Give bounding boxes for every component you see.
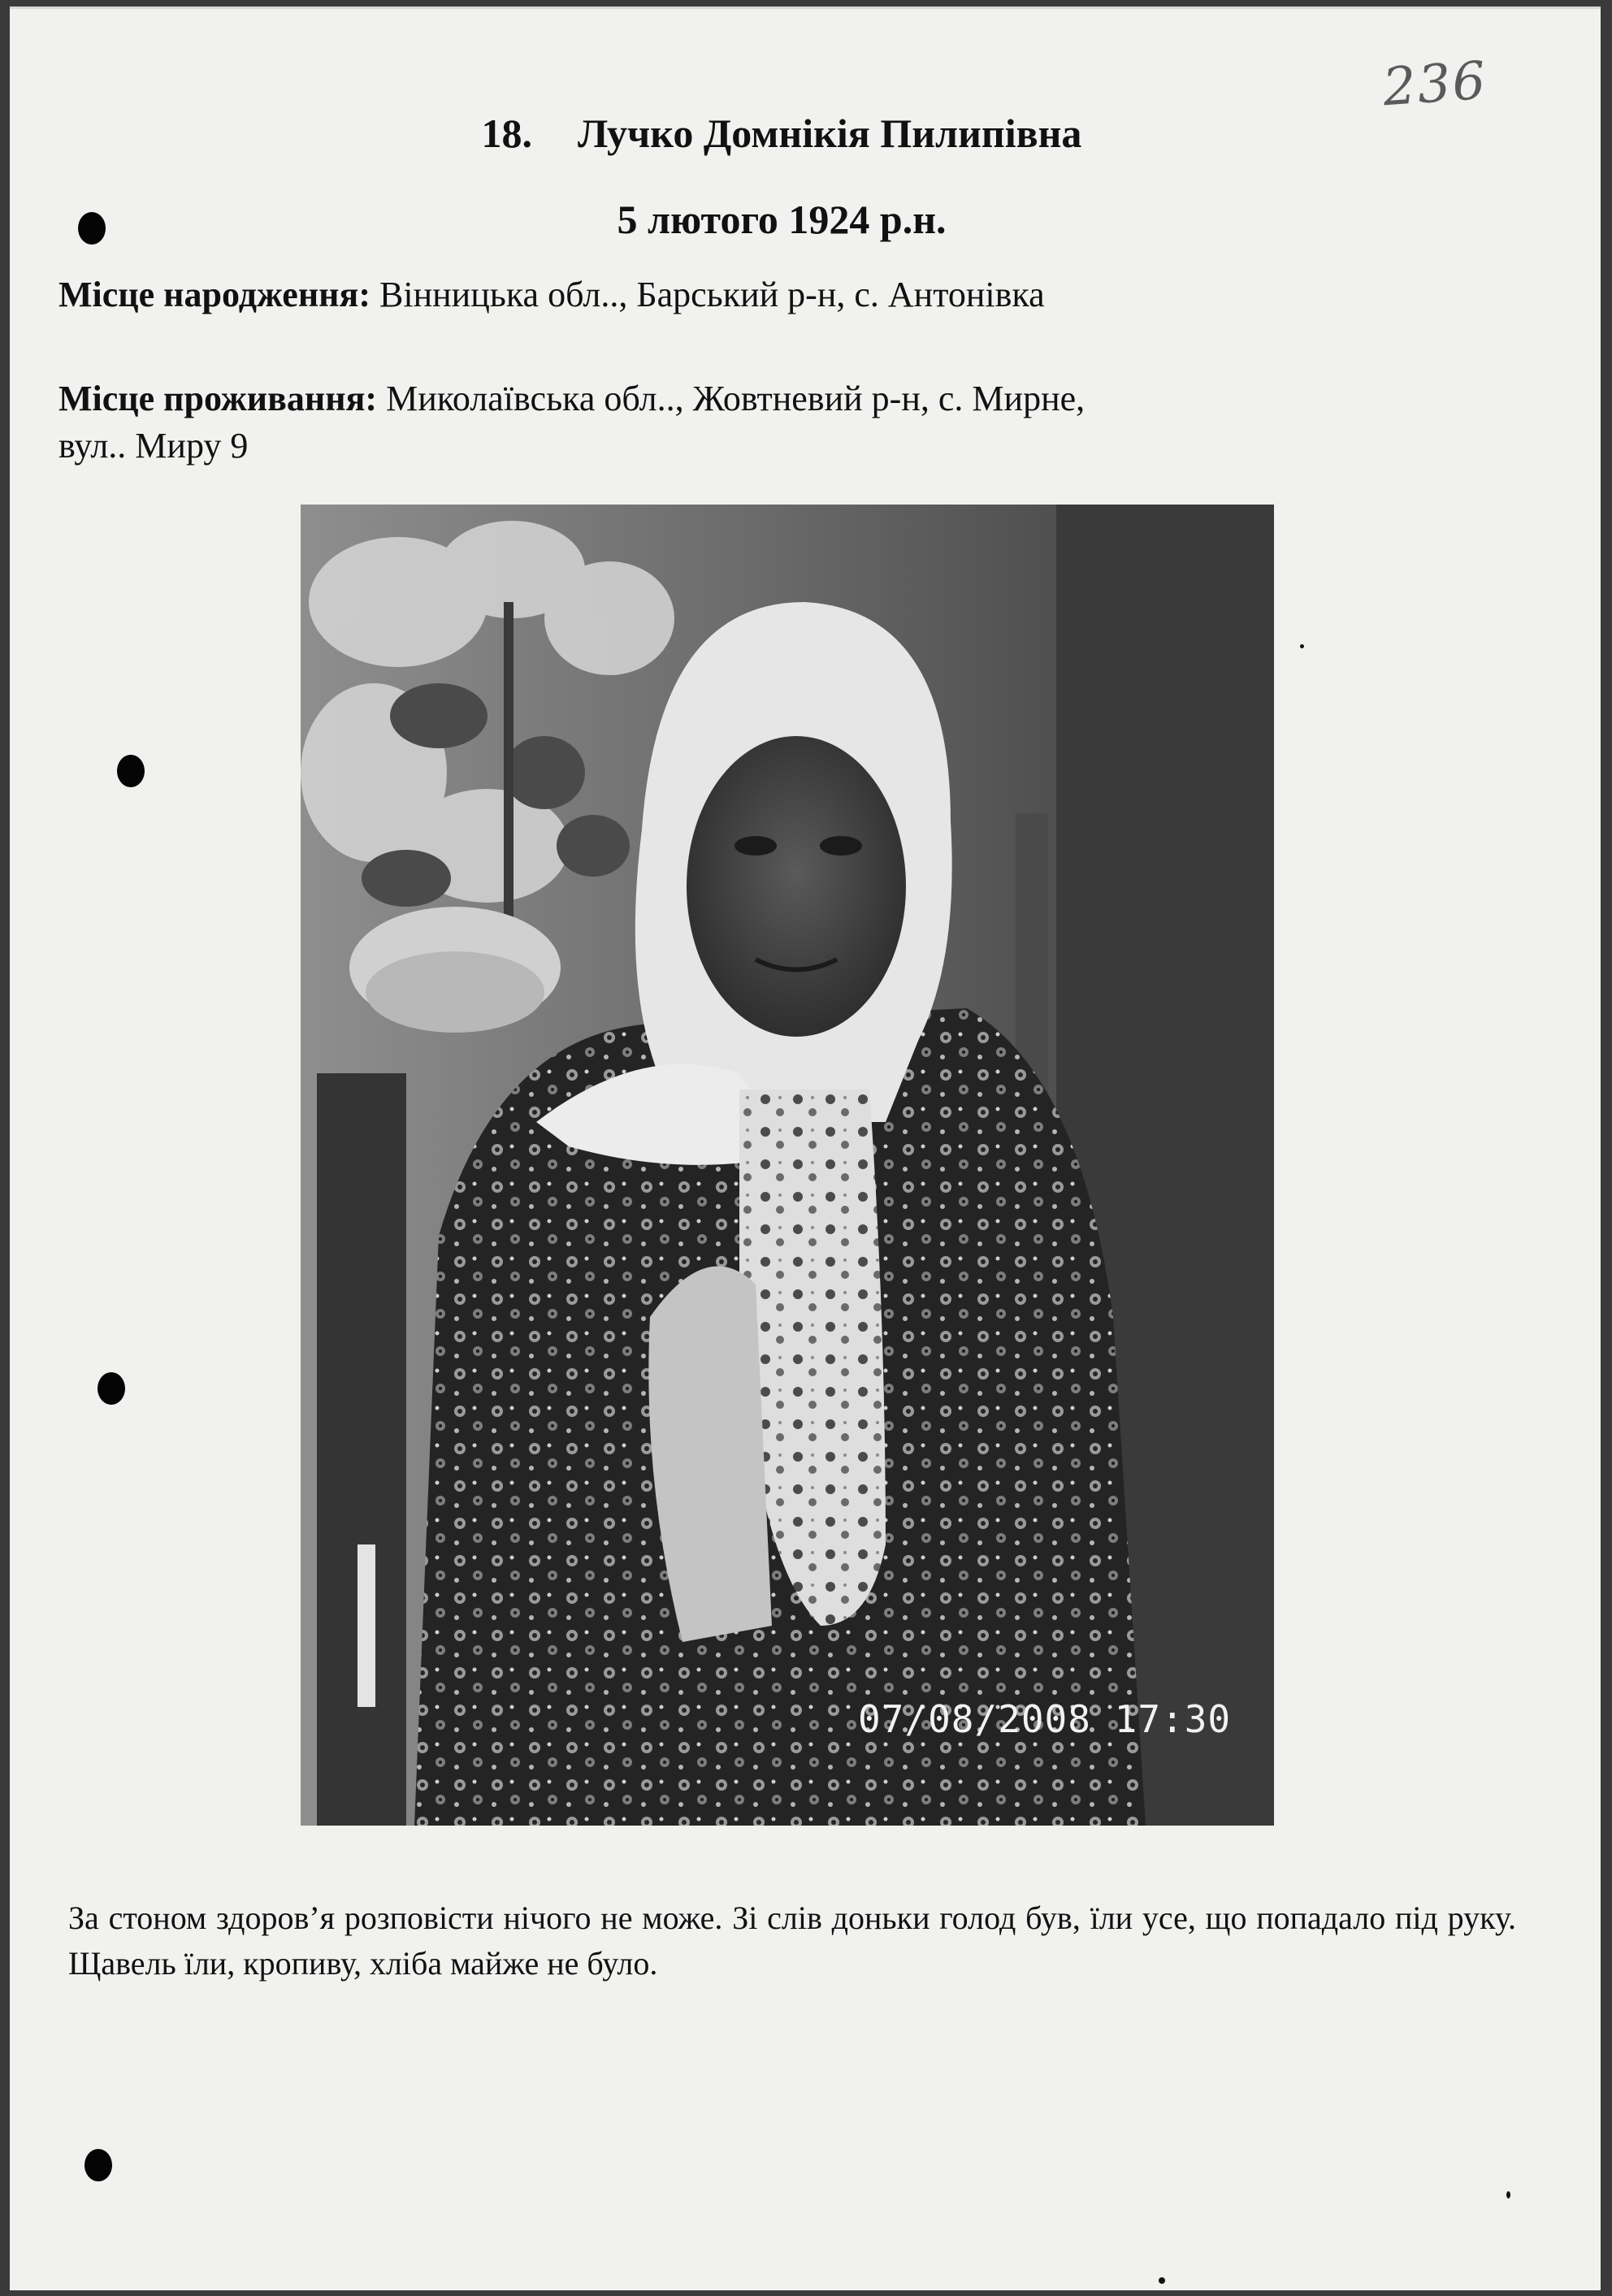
residence-street: вул.. Миру 9 xyxy=(58,426,249,466)
scan-speck xyxy=(1300,644,1304,648)
portrait-photo xyxy=(301,505,1274,1826)
entry-heading xyxy=(10,110,1554,157)
birthplace-line xyxy=(58,274,1045,315)
residence-value: Миколаївська обл.., Жовтневий р-н, с. Мирне, xyxy=(386,379,1086,418)
scan-speck xyxy=(1506,2191,1510,2199)
residence-line xyxy=(58,378,1085,419)
testimony-text: За стоном здоров’я розповісти нічого не може. Зі слів доньки голод був, їли усе, що попадало під руку. Щавель їли, кропиву, хліба майже не було. xyxy=(68,1900,1516,1982)
punch-hole xyxy=(117,755,145,787)
punch-hole xyxy=(98,1372,125,1405)
person-name: Лучко Домнікія Пилипівна xyxy=(578,110,1082,156)
birthplace-value: Вінницька обл.., Барський р-н, с. Антонівка xyxy=(379,275,1045,314)
residence-label: Місце проживання: xyxy=(58,379,378,418)
punch-hole xyxy=(84,2149,112,2181)
photo-timestamp: 07/08/2008 17:30 xyxy=(858,1697,1232,1741)
birth-date: 5 лютого 1924 р.н. xyxy=(617,197,947,242)
document-page xyxy=(10,6,1601,2290)
entry-number: 18. xyxy=(481,110,533,156)
scan-speck xyxy=(1159,2277,1165,2284)
handwritten-page-number: 236 xyxy=(1380,50,1489,119)
birthplace-label: Місце народження: xyxy=(58,275,370,314)
portrait-illustration xyxy=(301,505,1274,1826)
